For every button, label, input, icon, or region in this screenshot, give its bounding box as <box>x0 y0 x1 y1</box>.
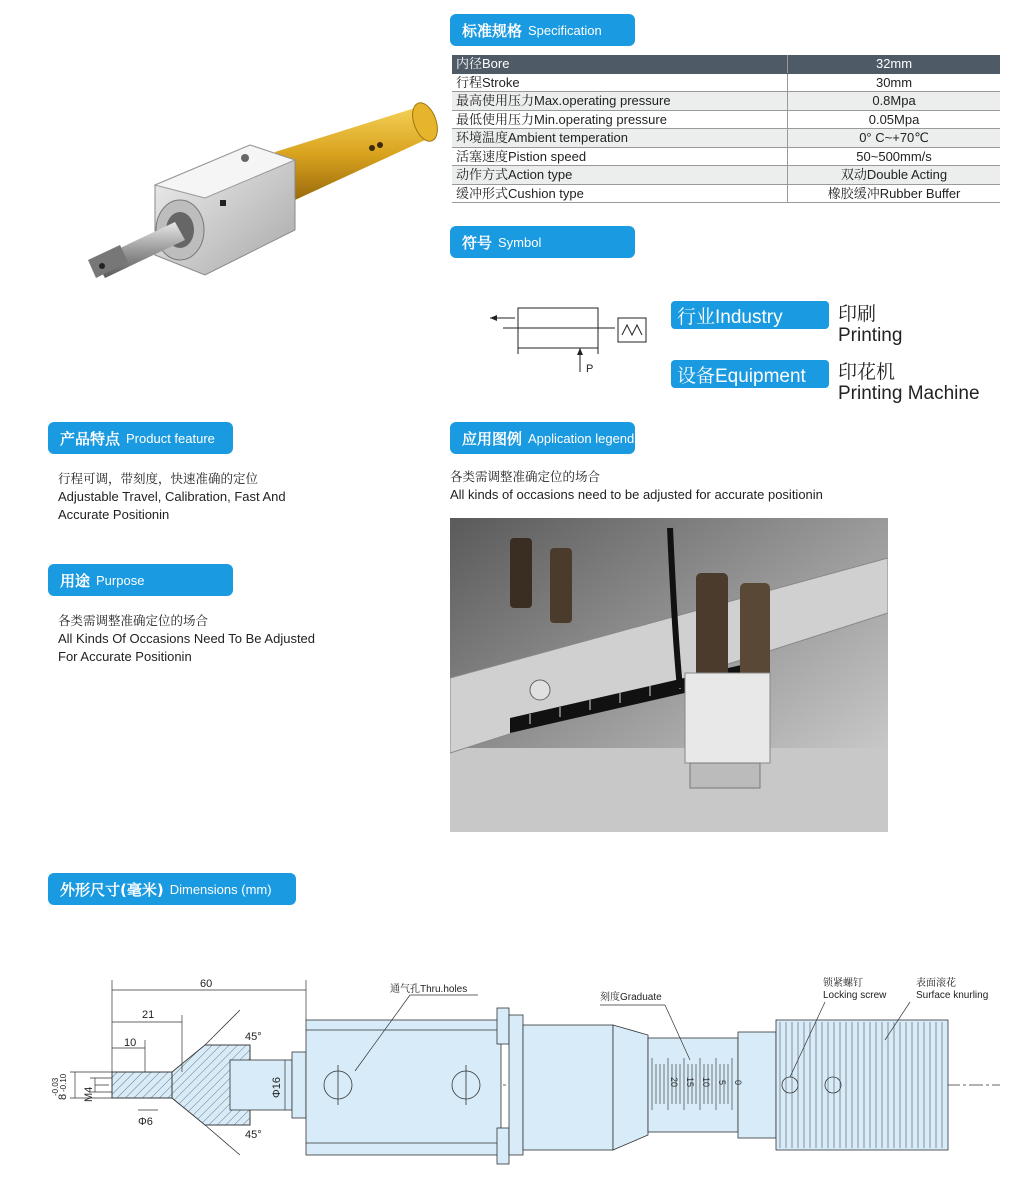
application-section-header <box>450 422 635 454</box>
feature-line-zh: 行程可调，带刻度，快速准确的定位 <box>58 471 259 486</box>
tol-lower: -0.10 <box>59 1073 68 1092</box>
application-header-zh: 应用图例 <box>462 429 523 448</box>
scale-mark: 0 <box>733 1080 743 1086</box>
spec-label: 最低使用压力Min.operating pressure <box>452 110 788 129</box>
port-label: P <box>586 363 594 375</box>
purpose-line-en1: All Kinds Of Occasions Need To Be Adjusted <box>58 631 316 646</box>
table-row <box>452 147 1000 166</box>
purpose-section-header <box>48 564 233 596</box>
scale-mark: 5 <box>717 1080 727 1086</box>
equipment-value-en: Printing Machine <box>838 383 980 404</box>
knurl-label-en: Surface knurling <box>916 990 989 1001</box>
dia-16: Φ16 <box>271 1076 283 1098</box>
thread-m4: M4 <box>83 1086 95 1102</box>
locking-label-zh: 锁紧螺钉 <box>823 978 863 989</box>
feature-header-en: Product feature <box>126 430 215 446</box>
scale-mark: 15 <box>685 1077 695 1088</box>
symbol-section-header <box>450 226 635 258</box>
table-row <box>452 129 1000 148</box>
knurl-label-zh: 表面滚花 <box>916 978 956 989</box>
spec-value: 橡胶缓冲Rubber Buffer <box>788 184 1000 203</box>
spec-label: 缓冲形式Cushion type <box>452 184 788 203</box>
table-row <box>452 110 1000 129</box>
spec-label: 最高使用压力Max.operating pressure <box>452 92 788 111</box>
application-text <box>450 468 823 504</box>
tol-upper: -0.03 <box>51 1077 60 1096</box>
angle-bottom: 45° <box>245 1129 262 1141</box>
graduate-label: 刻度Graduate <box>600 992 662 1003</box>
spec-value: 50~500mm/s <box>788 147 1000 166</box>
equipment-value <box>838 362 980 404</box>
table-row <box>452 73 1000 92</box>
purpose-header-zh: 用途 <box>60 571 91 590</box>
equipment-tag: 设备Equipment <box>671 360 829 388</box>
product-photo <box>80 90 440 300</box>
spec-section-header <box>450 14 635 46</box>
scale-mark: 20 <box>669 1077 679 1088</box>
dimension-drawing <box>0 960 1025 1190</box>
industry-tag: 行业Industry <box>671 301 829 329</box>
table-row <box>452 55 1000 73</box>
purpose-text <box>58 612 315 666</box>
industry-value <box>838 304 902 346</box>
purpose-line-zh: 各类需调整准确定位的场合 <box>58 613 209 628</box>
pneumatic-symbol <box>485 300 655 380</box>
symbol-header-zh: 符号 <box>462 233 493 252</box>
spec-label: 动作方式Action type <box>452 166 788 185</box>
dim-21: 21 <box>142 1009 155 1021</box>
spec-value: 双动Double Acting <box>788 166 1000 185</box>
spec-value: 0° C~+70℃ <box>788 129 1000 148</box>
industry-value-zh: 印刷 <box>838 304 877 325</box>
feature-line-en1: Adjustable Travel, Calibration, Fast And <box>58 489 286 504</box>
spec-value: 32mm <box>788 55 1000 73</box>
feature-header-zh: 产品特点 <box>60 429 121 448</box>
locking-label-en: Locking screw <box>823 990 887 1001</box>
spec-header-en: Specification <box>528 22 602 38</box>
scale-mark: 10 <box>701 1077 711 1088</box>
spec-value: 0.8Mpa <box>788 92 1000 111</box>
dia-6: Φ6 <box>138 1116 153 1128</box>
dimensions-header-en: Dimensions (mm) <box>169 881 272 897</box>
symbol-header-en: Symbol <box>498 234 542 250</box>
spec-label: 内径Bore <box>452 55 788 73</box>
dim-10: 10 <box>124 1037 137 1049</box>
spec-table <box>452 55 1000 203</box>
dim-60: 60 <box>200 978 213 990</box>
spec-value: 30mm <box>788 73 1000 92</box>
feature-section-header <box>48 422 233 454</box>
equipment-value-zh: 印花机 <box>838 362 896 383</box>
spec-header-zh: 标准规格 <box>462 21 523 40</box>
purpose-header-en: Purpose <box>96 572 145 588</box>
table-row <box>452 184 1000 203</box>
feature-text <box>58 470 286 524</box>
angle-top: 45° <box>245 1031 262 1043</box>
tol-main: 8 <box>57 1093 69 1100</box>
spec-label: 环境温度Ambient temperation <box>452 129 788 148</box>
table-row <box>452 166 1000 185</box>
brass-adjuster <box>275 99 440 200</box>
dimensions-header-zh: 外形尺寸(毫米) <box>60 880 164 899</box>
thru-holes-label: 通气孔Thru.holes <box>390 984 468 995</box>
spec-value: 0.05Mpa <box>788 110 1000 129</box>
feature-line-en2: Accurate Positionin <box>58 507 170 522</box>
application-header-en: Application legend <box>528 430 635 446</box>
dimensions-section-header <box>48 873 296 905</box>
spec-label: 活塞速度Pistion speed <box>452 147 788 166</box>
application-line-zh: 各类需调整准确定位的场合 <box>450 469 601 484</box>
purpose-line-en2: For Accurate Positionin <box>58 649 192 664</box>
application-line-en: All kinds of occasions need to be adjusted for accurate positionin <box>450 487 823 502</box>
spec-label: 行程Stroke <box>452 73 788 92</box>
application-photo <box>450 518 888 832</box>
table-row <box>452 92 1000 111</box>
industry-value-en: Printing <box>838 325 903 346</box>
